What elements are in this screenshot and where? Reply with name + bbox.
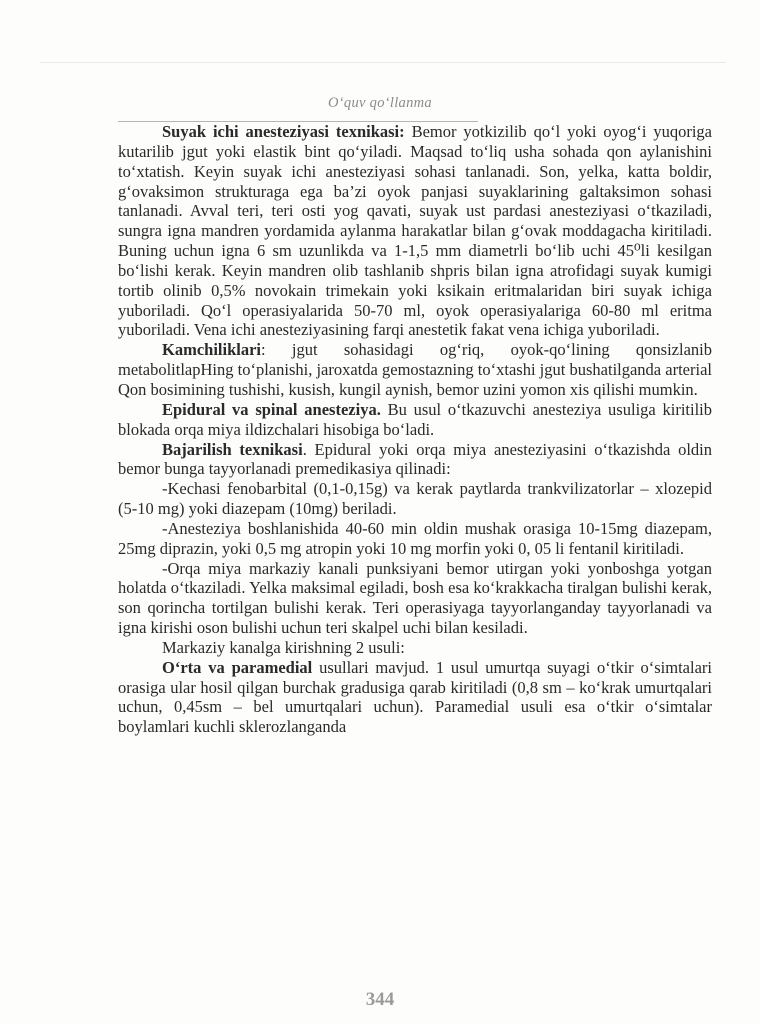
paragraph-lead: Suyak ichi anesteziyasi texnikasi:	[162, 122, 405, 141]
paragraph	[118, 519, 712, 559]
paragraph	[118, 638, 712, 658]
running-header: O‘quv qo‘llanma	[328, 95, 432, 111]
paragraph-lead: Bajarilish texnikasi	[162, 439, 303, 459]
paragraph-text: Bu usul o‘tkazuvchi anesteziya usuliga kiritilib blokada orqa miya ildizchalari hisobiga bo‘ladi.	[118, 399, 712, 439]
paragraph-text: usullari mavjud. 1 usul umurtqa suyagi o‘tkir o‘simtalari orasiga ular hosil qilgan burchak gradusiga qarab kiritiladi (0,8 sm – ko‘krak umurtqalari uchun, 0,45sm – bel umurtqalari uchun). Paramedial usuli esa o‘tkir o‘simtalar boylamlari kuchli sklerozlanganda	[118, 657, 712, 737]
paragraph-text: . Epidural yoki orqa miya anesteziyasini o‘tkazishda oldin bemor bunga tayyorlanadi premedikasiya qilinadi:	[118, 439, 713, 479]
paragraph-text: : jgut sohasidagi og‘riq, oyok-qo‘lining qonsizlanib metabolitlapHing to‘planishi, jaroxatda gemostazning to‘xtashi jgut bushatilganda arterial Qon bosimining tushishi, kusish, kungil aynish, bemor uzini yomon xis qilishi mumkin.	[118, 340, 712, 399]
paragraph	[118, 479, 712, 519]
paragraph-lead: Kamchiliklari	[162, 340, 261, 360]
paragraph-text: Bemor yotkizilib qo‘l yoki oyog‘i yuqoriga kutarilib jgut yoki elastik bint qo‘yiladi. Maqsad to‘liq usha sohada qon aylanishini to‘xtatish. Keyin suyak ichi anesteziyasi sohasi tanlanadi. Son, yelka, katta boldir, g‘ovaksimon strukturaga ega ba’zi oyok panjasi suyaklarining galtaksimon sohasi tanlanadi. Avval teri, teri osti yog qavati, suyak ust pardasi anesteziyasi o‘tkaziladi, sungra igna mandren yordamida aylanma harakatlar bilan g‘ovak moddagacha kiritiladi. Buning uchun igna 6 sm uzunlikda va 1-1,5 mm diametrli bo‘lib uchi 45⁰li kesilgan bo‘lishi kerak. Keyin mandren olib tashlanib shpris bilan igna atrofidagi suyak kumigi tortib olinib 0,5% novokain trimekain yoki ksikain eritmalaridan biri suyak ichiga yuboriladi. Qo‘l operasiyalarida 50-70 ml, oyok operasiyalariga 60-80 ml eritma yuboriladi. Vena ichi anesteziyasining farqi anestetik fakat vena ichiga yuboriladi.	[118, 122, 712, 340]
paragraph	[118, 340, 712, 400]
paragraph-text: Markaziy kanalga kirishning 2 usuli:	[162, 637, 405, 657]
paragraph-lead: Epidural va spinal anesteziya.	[162, 399, 381, 419]
paragraph-text: -Kechasi fenobarbital (0,1-0,15g) va kerak paytlarda trankvilizatorlar – xlozepid (5-10 mg) yoki diazepam (10mg) beriladi.	[118, 479, 712, 519]
paragraph-text: -Anesteziya boshlanishida 40-60 min oldin mushak orasiga 10-15mg diazepam, 25mg diprazin, yoki 0,5 mg atropin yoki 10 mg morfin yoki 0, 05 li fentanil kiritiladi.	[118, 518, 712, 558]
paragraph-lead: O‘rta va paramedial	[162, 657, 313, 677]
paragraph	[118, 559, 712, 638]
paragraph	[118, 122, 712, 340]
page-number: 344	[365, 989, 395, 1010]
paragraph	[118, 658, 712, 737]
paragraph	[118, 440, 712, 480]
paragraph-text: -Orqa miya markaziy kanali punksiyani bemor utirgan yoki yonboshga yotgan holatda o‘tkaziladi. Yelka maksimal egiladi, bosh esa ko‘krakkacha tiralgan bulishi kerak, son qorincha tortilgan bulishi kerak. Teri operasiyaga tayyorlanganday tayyorlanadi va igna kirishi oson bulishi uchun teri skalpel uchi bilan kesiladi.	[118, 558, 712, 638]
scan-edge	[40, 62, 726, 63]
paragraph	[118, 400, 712, 440]
page-body	[118, 122, 712, 737]
